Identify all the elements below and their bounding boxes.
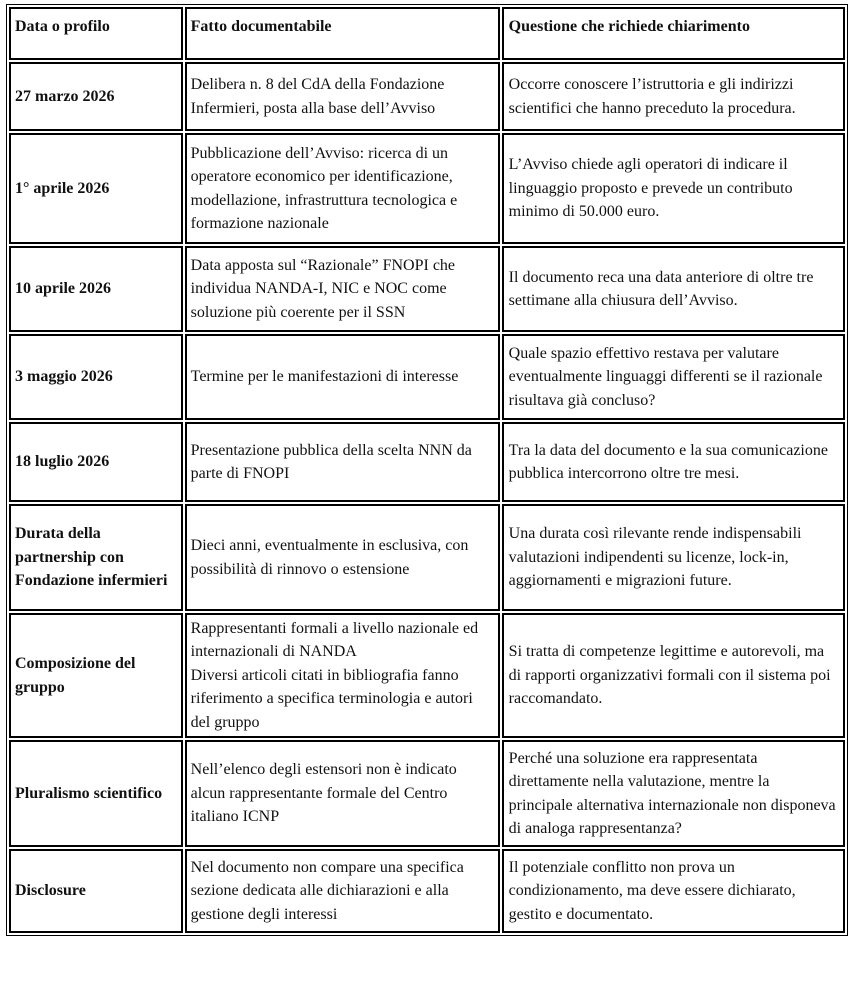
table-row (9, 849, 845, 933)
row-fact: Rappresentanti formali a livello nazionale ed internazionali di NANDA (190, 619, 479, 661)
table-row (9, 740, 845, 847)
header-question: Questione che richiede chiarimento (502, 7, 845, 60)
table-row (9, 246, 845, 332)
row-profile: Pluralismo scientifico (9, 740, 183, 847)
row-question: L’Avviso chiede agli operatori di indicare il linguaggio proposto e prevede un contributo minimo di 50.000 euro. (502, 133, 845, 244)
row-profile: 10 aprile 2026 (9, 246, 183, 332)
header-fact: Fatto documentabile (185, 7, 500, 60)
row-fact: Delibera n. 8 del CdA della Fondazione Infermieri, posta alla base dell’Avviso (185, 62, 500, 131)
table-header-row (9, 7, 845, 60)
row-fact-extra: Diversi articoli citati in bibliografia fanno riferimento a specifica terminologia e autori del gruppo (190, 666, 473, 731)
row-fact: Nell’elenco degli estensori non è indicato alcun rappresentante formale del Centro italiano ICNP (185, 740, 500, 847)
row-question: Si tratta di competenze legittime e autorevoli, ma di rapporti organizzativi formali con il sistema poi raccomandato. (502, 613, 845, 738)
row-fact: Pubblicazione dell’Avviso: ricerca di un operatore economico per identificazione, modellazione, infrastruttura tecnologica e formazione nazionale (185, 133, 500, 244)
row-profile: 18 luglio 2026 (9, 422, 183, 502)
row-fact: Presentazione pubblica della scelta NNN da parte di FNOPI (185, 422, 500, 502)
row-question: Perché una soluzione era rappresentata direttamente nella valutazione, mentre la principale alternativa internazionale non disponeva di analoga rappresentanza? (502, 740, 845, 847)
table-row (9, 613, 845, 738)
table-row (9, 133, 845, 244)
row-profile: 1° aprile 2026 (9, 133, 183, 244)
row-question: Il potenziale conflitto non prova un condizionamento, ma deve essere dichiarato, gestito e documentato. (502, 849, 845, 933)
row-fact: Nel documento non compare una specifica sezione dedicata alle dichiarazioni e alla gestione degli interessi (185, 849, 500, 933)
row-question: Il documento reca una data anteriore di oltre tre settimane alla chiusura dell’Avviso. (502, 246, 845, 332)
row-question: Tra la data del documento e la sua comunicazione pubblica intercorrono oltre tre mesi. (502, 422, 845, 502)
table-row (9, 504, 845, 611)
table-row (9, 422, 845, 502)
row-fact: Data apposta sul “Razionale” FNOPI che individua NANDA-I, NIC e NOC come soluzione più coerente per il SSN (185, 246, 500, 332)
document-table-container (6, 4, 848, 936)
row-profile: Disclosure (9, 849, 183, 933)
row-question: Una durata così rilevante rende indispensabili valutazioni indipendenti su licenze, lock-in, aggiornamenti e migrazioni future. (502, 504, 845, 611)
table-row (9, 334, 845, 420)
header-profile: Data o profilo (9, 7, 183, 60)
clarification-table (6, 4, 848, 936)
row-question: Quale spazio effettivo restava per valutare eventualmente linguaggi differenti se il razionale risultava già concluso? (502, 334, 845, 420)
row-profile: 27 marzo 2026 (9, 62, 183, 131)
row-fact: Termine per le manifestazioni di interesse (185, 334, 500, 420)
row-profile: Composizione del gruppo (9, 613, 183, 738)
table-row (9, 62, 845, 131)
row-question: Occorre conoscere l’istruttoria e gli indirizzi scientifici che hanno preceduto la procedura. (502, 62, 845, 131)
row-fact-cell (185, 613, 500, 738)
row-profile: 3 maggio 2026 (9, 334, 183, 420)
row-profile: Durata della partnership con Fondazione infermieri (9, 504, 183, 611)
row-fact: Dieci anni, eventualmente in esclusiva, con possibilità di rinnovo o estensione (185, 504, 500, 611)
